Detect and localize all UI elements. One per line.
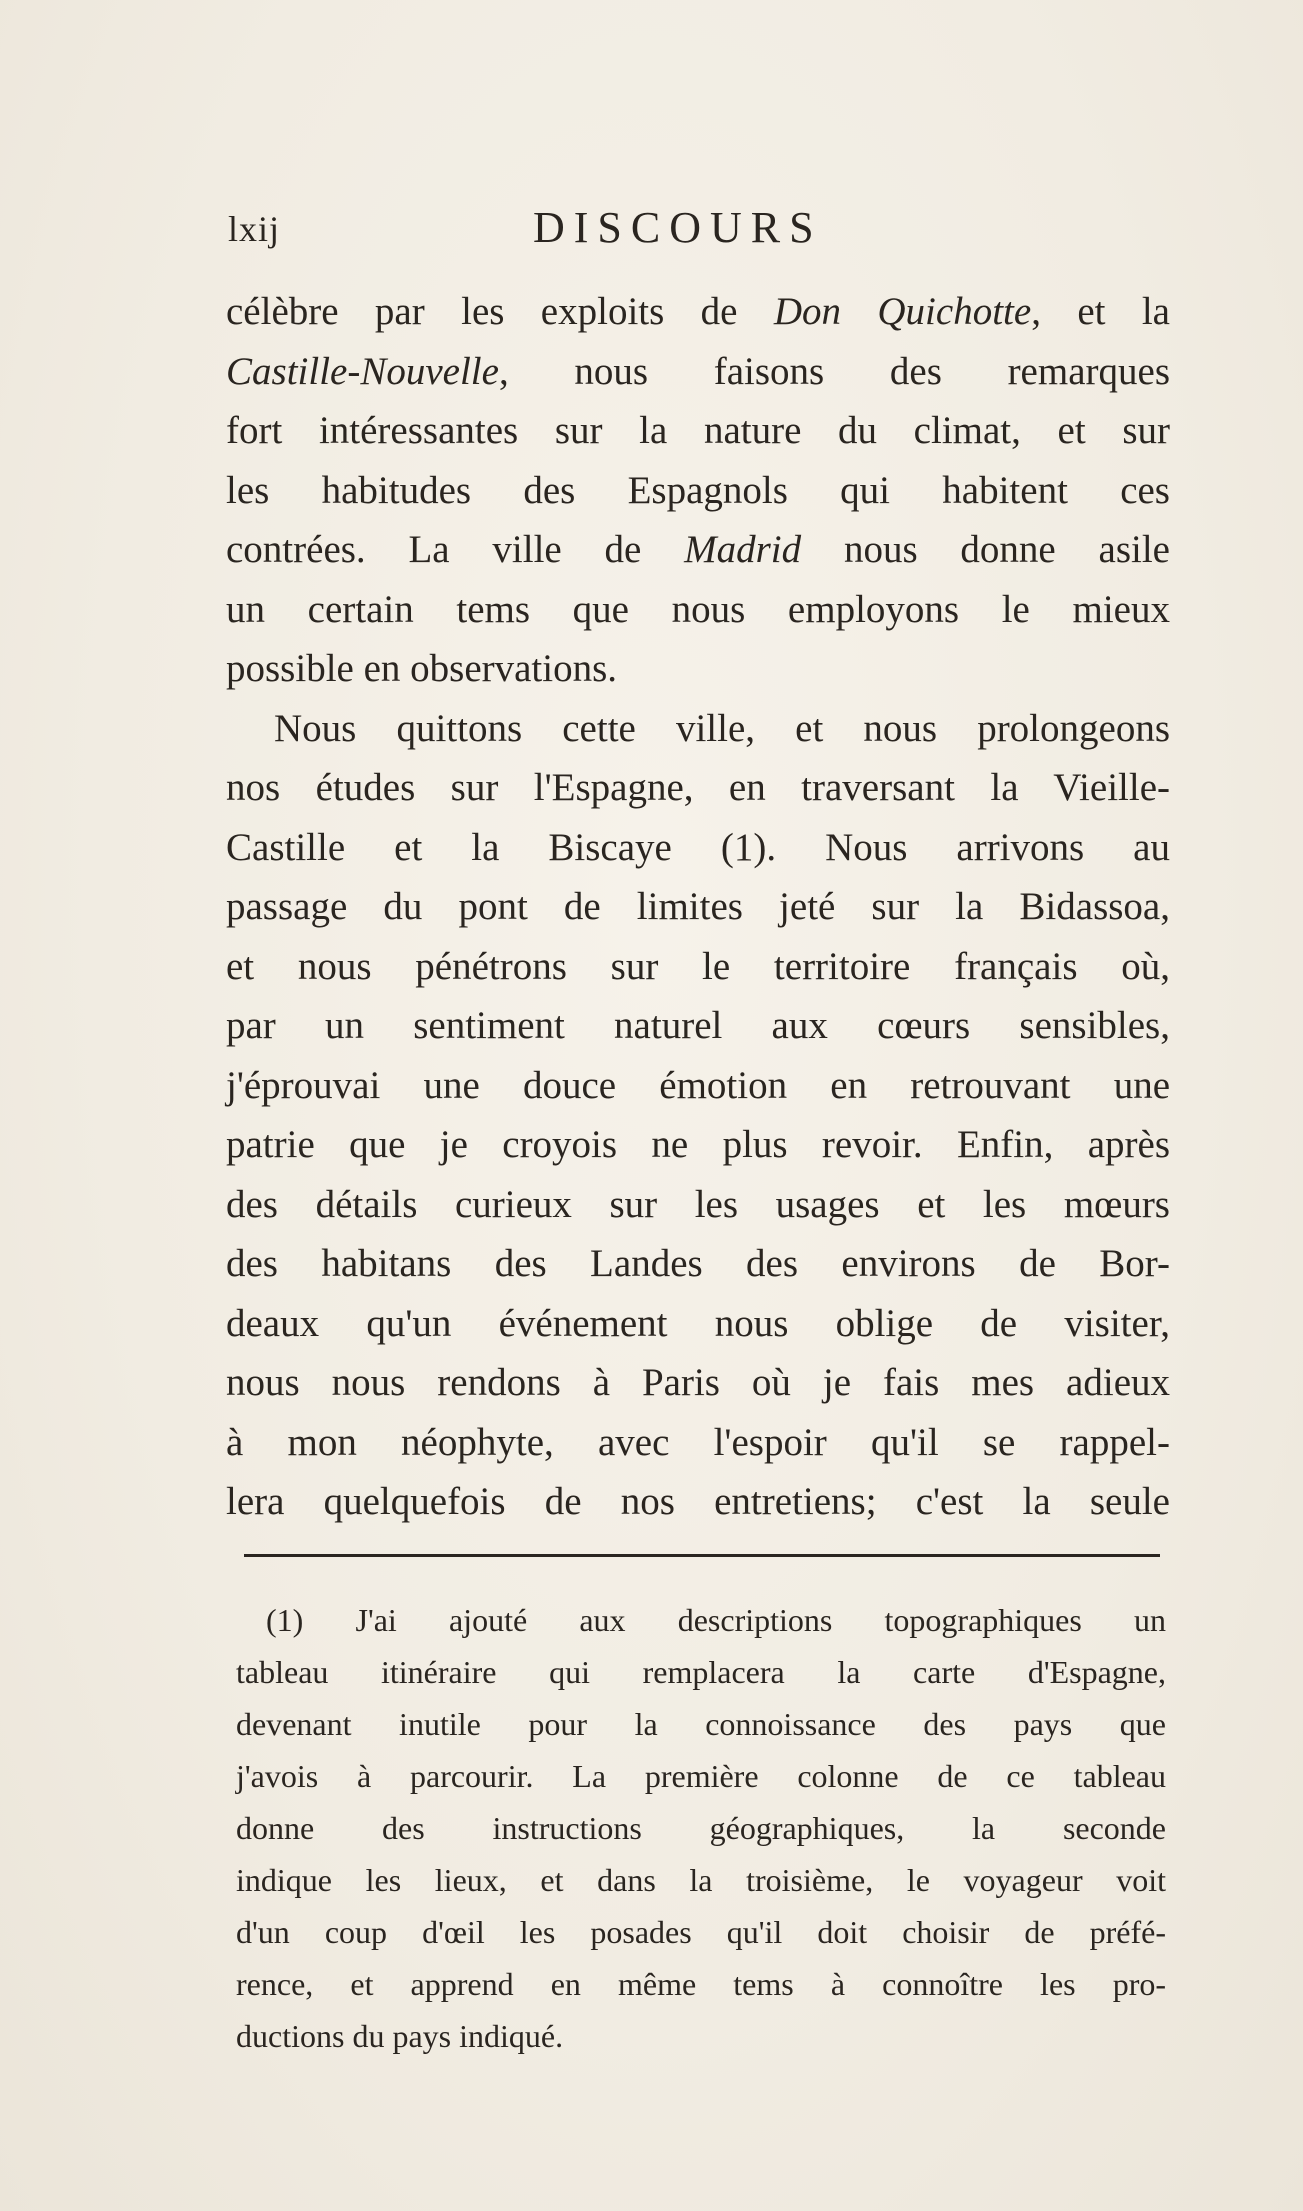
footnote-line: rence, et apprend en même tems à connoître les pro-: [236, 1966, 1166, 2002]
text-line: un certain tems que nous employons le mieux: [226, 587, 1170, 631]
text-line: lera quelquefois de nos entretiens; c'est la seule: [226, 1480, 1170, 1523]
footnote-line: d'un coup d'œil les posades qu'il doit choisir de préfé-: [236, 1914, 1166, 1950]
text-line: des habitans des Landes des environs de Bor-: [226, 1242, 1170, 1285]
text-line: contrées. La ville de Madrid nous donne asile: [226, 528, 1170, 571]
text-line: fort intéressantes sur la nature du climat, et sur: [226, 409, 1170, 452]
text-line: Castille-Nouvelle, nous faisons des remarques: [226, 349, 1170, 393]
text-line: célèbre par les exploits de Don Quichotte, et la: [226, 290, 1170, 333]
text-line: j'éprouvai une douce émotion en retrouvant une: [226, 1063, 1170, 1107]
footnote-line: (1) J'ai ajouté aux descriptions topographiques un: [266, 1602, 1166, 1638]
page-header: [228, 202, 1168, 262]
text-line: patrie que je croyois ne plus revoir. Enfin, après: [226, 1123, 1170, 1166]
text-line: possible en observations.: [226, 647, 618, 690]
text-line: à mon néophyte, avec l'espoir qu'il se rappel-: [226, 1420, 1170, 1464]
text-line: Nous quittons cette ville, et nous prolongeons: [274, 706, 1170, 750]
text-line: nous nous rendons à Paris où je fais mes adieux: [226, 1361, 1170, 1404]
page-number: lxij: [228, 209, 281, 249]
footnote-line: ductions du pays indiqué.: [236, 2018, 564, 2054]
running-head: DISCOURS: [533, 203, 823, 252]
footnote-line: tableau itinéraire qui remplacera la carte d'Espagne,: [236, 1654, 1166, 1690]
main-text: [226, 282, 1170, 1532]
text-line: nos études sur l'Espagne, en traversant la Vieille-: [226, 766, 1170, 809]
footnote-line: indique les lieux, et dans la troisième, le voyageur voit: [236, 1862, 1166, 1898]
footnote-line: devenant inutile pour la connoissance des pays que: [236, 1706, 1166, 1742]
footnote-divider: [244, 1554, 1160, 1557]
footnote-line: j'avois à parcourir. La première colonne de ce tableau: [236, 1758, 1166, 1794]
text-line: des détails curieux sur les usages et les mœurs: [226, 1182, 1170, 1226]
text-line: passage du pont de limites jeté sur la Bidassoa,: [226, 885, 1170, 928]
text-line: les habitudes des Espagnols qui habitent ces: [226, 468, 1170, 512]
footnote-line: donne des instructions géographiques, la seconde: [236, 1810, 1166, 1846]
text-line: deaux qu'un événement nous oblige de visiter,: [226, 1301, 1170, 1345]
footnote: [236, 1594, 1166, 2062]
text-line: et nous pénétrons sur le territoire français où,: [226, 944, 1170, 988]
text-line: par un sentiment naturel aux cœurs sensibles,: [226, 1004, 1170, 1047]
text-line: Castille et la Biscaye (1). Nous arrivons au: [226, 825, 1170, 869]
